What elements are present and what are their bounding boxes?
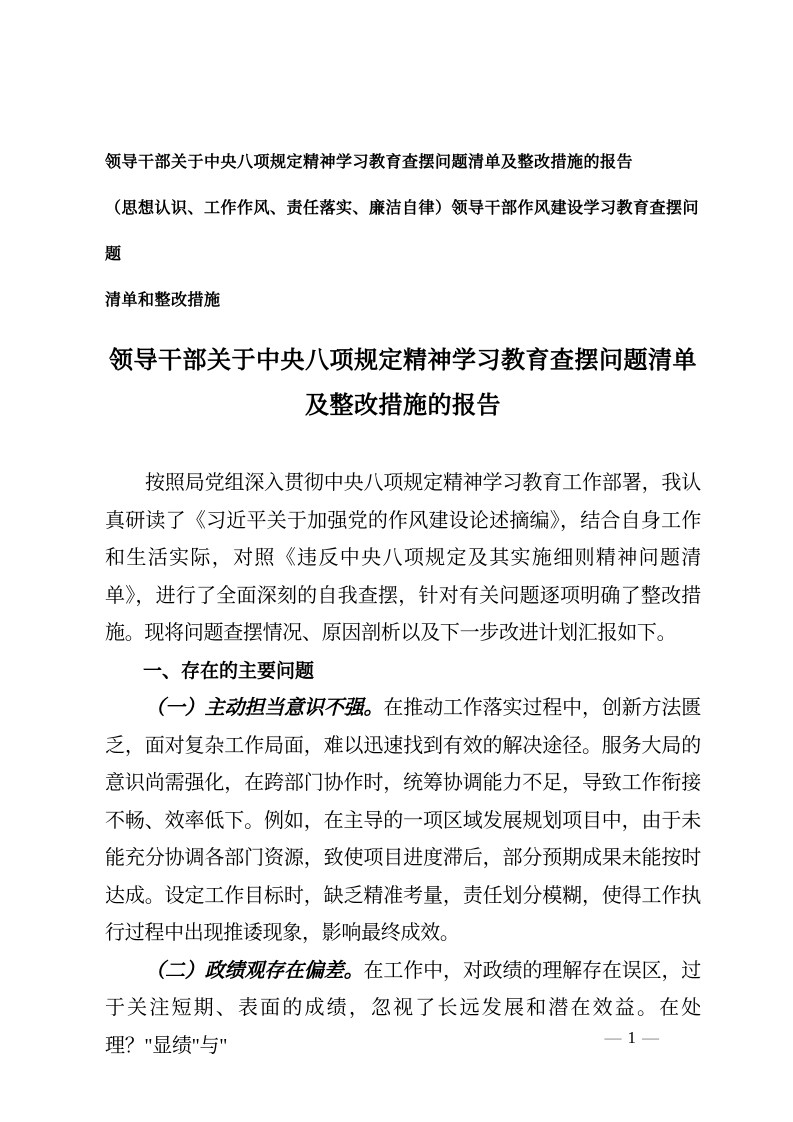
item-2-paragraph	[105, 953, 701, 1066]
item-1-text: 在推动工作落实过程中，创新方法匮乏，面对复杂工作局面，难以迅速找到有效的解决途径。服务大局的意识尚需强化，在跨部门协作时，统筹协调能力不足，导致工作衔接不畅、效率低下。例如，在主导的一项区域发展规划项目中，由于未能充分协调各部门资源，致使项目进度滞后，部分预期成果未能按时达成。设定工作目标时，缺乏精准考量，责任划分模糊，使得工作执行过程中出现推诿现象，影响最终成效。	[105, 697, 701, 944]
header-line-1: 领导干部关于中央八项规定精神学习教育查摆问题清单及整改措施的报告	[105, 154, 634, 171]
header-line-3: 清单和整改措施	[105, 292, 221, 309]
item-1-paragraph	[105, 690, 701, 953]
item-2-lead: （二）政绩观存在偏差。	[145, 959, 364, 982]
title-line-2: 及整改措施的报告	[305, 392, 501, 419]
page-number-value: 1	[627, 1028, 636, 1047]
header-line-2: （思想认识、工作作风、责任落实、廉洁自律）领导干部作风建设学习教育查摆问题	[105, 200, 700, 263]
title-line-1: 领导干部关于中央八项规定精神学习教育查摆问题清单	[109, 347, 697, 374]
document-header	[105, 140, 701, 324]
item-1-lead: （一）主动担当意识不强。	[145, 697, 384, 719]
page-number	[599, 1028, 666, 1048]
item-2-text: 在工作中，对政绩的理解存在误区，过于关注短期、表面的成绩，忽视了长远发展和潜在效益。在处理？"显绩"与"	[105, 959, 702, 1057]
page-number-dash-left: —	[604, 1028, 622, 1047]
intro-paragraph: 按照局党组深入贯彻中央八项规定精神学习教育工作部署，我认真研读了《习近平关于加强党的作风建设论述摘编》，结合自身工作和生活实际，对照《违反中央八项规定及其实施细则精神问题清单》，进行了全面深刻的自我查摆，针对有关问题逐项明确了整改措施。现将问题查摆情况、原因剖析以及下一步改进计划汇报如下。	[105, 472, 701, 644]
document-body	[105, 465, 701, 1065]
document-title	[105, 338, 701, 428]
section-1-heading: 一、存在的主要问题	[143, 660, 315, 682]
page-number-dash-right: —	[642, 1028, 659, 1047]
